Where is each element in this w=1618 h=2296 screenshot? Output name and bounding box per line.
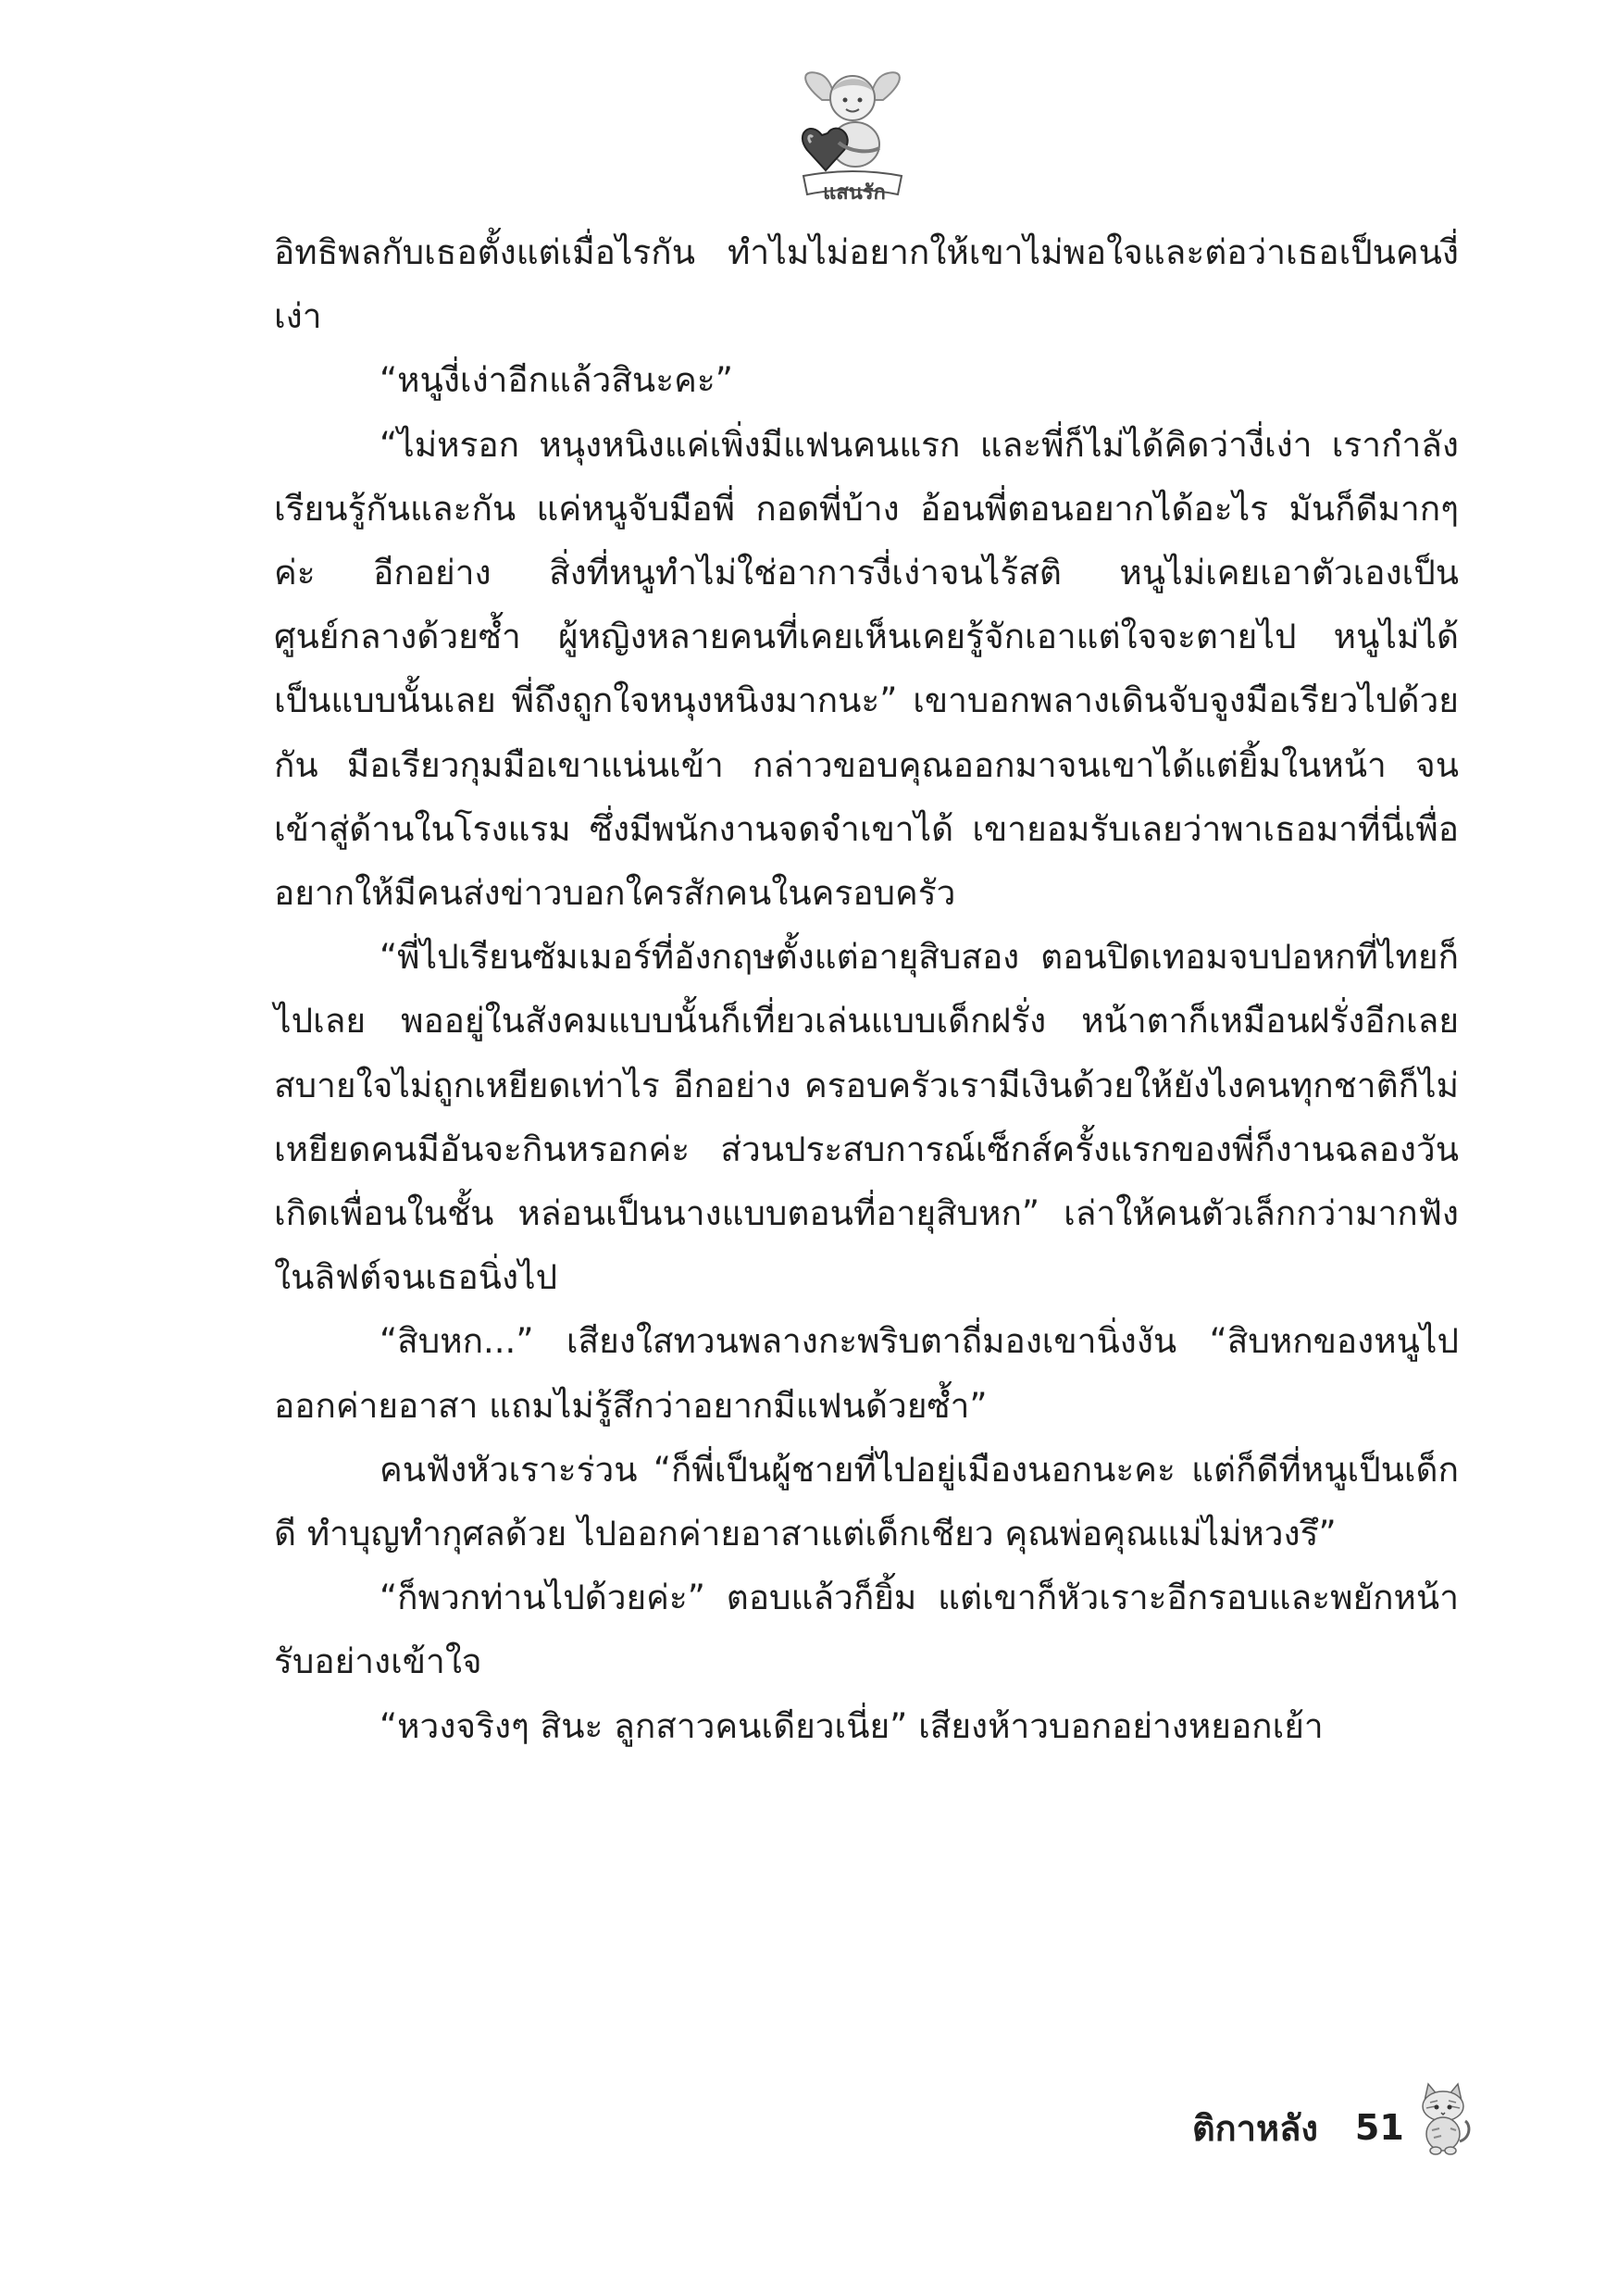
paragraph: “ก็พวกท่านไปด้วยค่ะ” ตอบแล้วก็ยิ้ม แต่เขาก็หัวเราะอีกรอบและพยักหน้ารับอย่างเข้าใจ: [274, 1578, 1459, 1682]
paragraph: “พี่ไปเรียนซัมเมอร์ที่อังกฤษตั้งแต่อายุสิบสอง ตอนปิดเทอมจบปอหกที่ไทยก็ไปเลย พออยู่ในสังคมแบบนั้นก็เที่ยวเล่นแบบเด็กฝรั่ง หน้าตาก็เหมือนฝรั่งอีกเลยสบายใจไม่ถูกเหยียดเท่าไร อีกอย่าง ครอบครัวเรามีเงินด้วยให้ยังไงคนทุกชาติก็ไม่เหยียดคนมีอันจะกินหรอกค่ะ ส่วนประสบการณ์เซ็กส์ครั้งแรกของพี่ก็งานฉลองวันเกิดเพื่อนในชั้น หล่อนเป็นนางแบบตอนที่อายุสิบหก” เล่าให้คนตัวเล็กกว่ามากฟังในลิฟต์จนเธอนิ่งไป: [274, 937, 1459, 1298]
logo-text: แสนรัก: [823, 181, 886, 205]
page-footer: [1192, 2100, 1473, 2155]
paragraph: “หวงจริงๆ สินะ ลูกสาวคนเดียวเนี่ย” เสียงห้าวบอกอย่างหยอกเย้า: [380, 1705, 1324, 1746]
paragraph: “หนูงี่เง่าอีกแล้วสินะคะ”: [380, 360, 733, 401]
body-text: [274, 220, 1459, 1758]
paragraph: คนฟังหัวเราะร่วน “ก็พี่เป็นผู้ชายที่ไปอยู่เมืองนอกนะคะ แต่ก็ดีที่หนูเป็นเด็กดี ทำบุญทำกุศลด้วย ไปออกค่ายอาสาแต่เด็กเชียว คุณพ่อคุณแม่ไม่หวงรึ”: [274, 1449, 1459, 1554]
paragraph: อิทธิพลกับเธอตั้งแต่เมื่อไรกัน ทำไมไม่อยากให้เขาไม่พอใจและต่อว่าเธอเป็นคนงี่เง่า: [274, 232, 1459, 337]
cat-icon: [1413, 2082, 1473, 2156]
page-number: 51: [1354, 2107, 1404, 2148]
paragraph: “ไม่หรอก หนุงหนิงแค่เพิ่งมีแฟนคนแรก และพี่ก็ไม่ได้คิดว่างี่เง่า เรากำลังเรียนรู้กันและกัน แค่หนูจับมือพี่ กอดพี่บ้าง อ้อนพี่ตอนอยากได้อะไร มันก็ดีมากๆ ค่ะ อีกอย่าง สิ่งที่หนูทำไม่ใช่อาการงี่เง่าจนไร้สติ หนูไม่เคยเอาตัวเองเป็นศูนย์กลางด้วยซ้ำ ผู้หญิงหลายคนที่เคยเห็นเคยรู้จักเอาแต่ใจจะตายไป หนูไม่ได้เป็นแบบนั้นเลย พี่ถึงถูกใจหนุงหนิงมากนะ” เขาบอกพลางเดินจับจูงมือเรียวไปด้วยกัน มือเรียวกุมมือเขาแน่นเข้า กล่าวขอบคุณออกมาจนเขาได้แต่ยิ้มในหน้า จนเข้าสู่ด้านในโรงแรม ซึ่งมีพนักงานจดจำเขาได้ เขายอมรับเลยว่าพาเธอมาที่นี่เพื่ออยากให้มีคนส่งข่าวบอกใครสักคนในครอบครัว: [274, 424, 1459, 914]
paragraph: “สิบหก...” เสียงใสทวนพลางกะพริบตาถี่มองเขานิ่งงัน “สิบหกของหนูไปออกค่ายอาสา แถมไม่รู้สึกว่าอยากมีแฟนด้วยซ้ำ”: [274, 1321, 1459, 1426]
book-title: ติกาหลัง: [1192, 2107, 1318, 2149]
